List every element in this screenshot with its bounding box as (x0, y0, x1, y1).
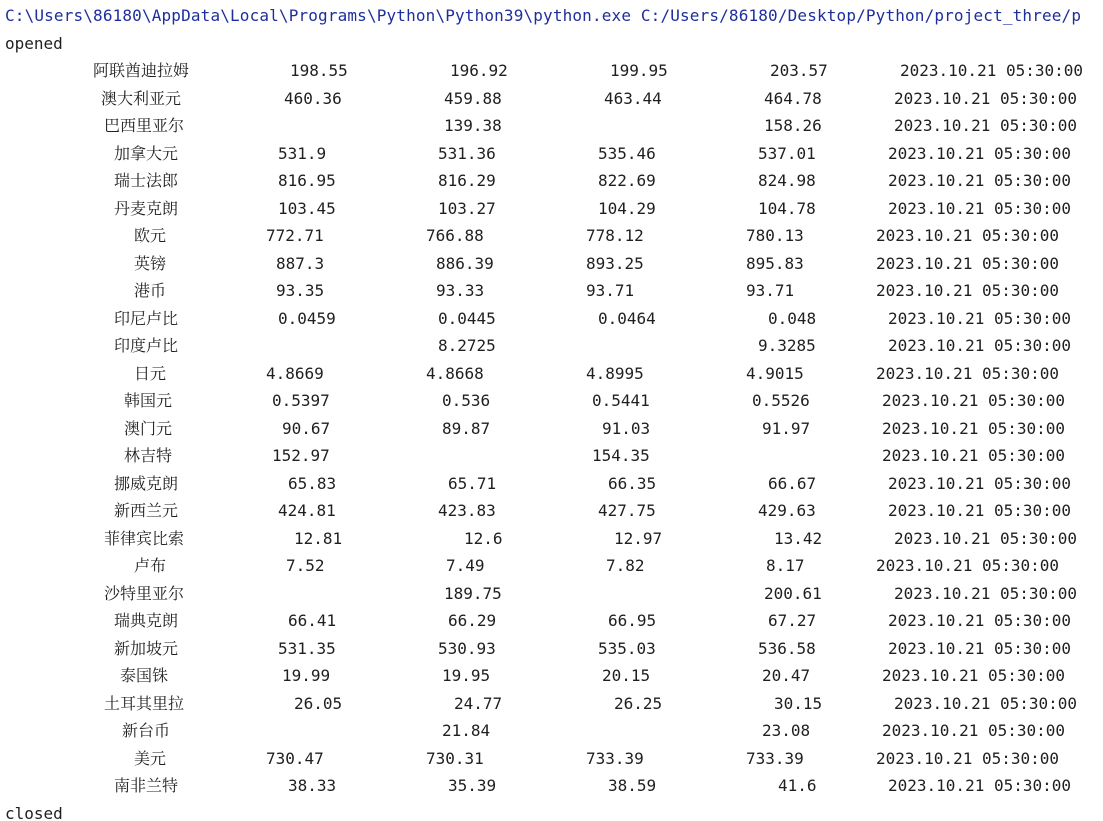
currency-name: 林吉特 (123, 446, 172, 465)
table-row (0, 309, 1103, 337)
buy-spot-value: 0.5397 (272, 391, 330, 410)
timestamp-value: 2023.10.21 05:30:00 (888, 638, 1072, 658)
sell-spot-value: 0.5441 (592, 391, 650, 410)
sell-cash-value: 23.08 (762, 721, 811, 740)
buy-cash-value: 103.27 (438, 198, 496, 218)
timestamp-value: 2023.10.21 05:30:00 (876, 253, 1060, 273)
currency-name: 土耳其里拉 (103, 693, 184, 713)
buy-cash-value: 21.84 (442, 721, 491, 740)
command-line: C:\Users\86180\AppData\Local\Programs\Python\Python39\python.exe C:/Users/86180/Desktop/Python/project_three/p (5, 6, 1082, 25)
sell-cash-value: 158.26 (764, 116, 822, 135)
table-row (0, 611, 1103, 639)
sell-cash-value: 203.57 (770, 61, 828, 80)
buy-spot-value: 7.52 (286, 556, 325, 575)
table-row (0, 171, 1103, 199)
timestamp-value: 2023.10.21 05:30:00 (900, 61, 1084, 80)
sell-cash-value: 93.71 (746, 281, 795, 300)
buy-spot-value: 730.47 (266, 748, 324, 768)
currency-name: 澳门元 (123, 418, 172, 438)
buy-spot-value: 90.67 (282, 418, 331, 438)
sell-cash-value: 4.9015 (746, 363, 804, 383)
buy-cash-value: 886.39 (436, 253, 494, 273)
timestamp-value: 2023.10.21 05:30:00 (894, 583, 1078, 603)
timestamp-value: 2023.10.21 05:30:00 (888, 308, 1072, 328)
buy-spot-value: 531.35 (278, 638, 336, 658)
timestamp-value: 2023.10.21 05:30:00 (876, 281, 1060, 300)
sell-cash-value: 66.67 (768, 473, 817, 493)
sell-spot-value: 7.82 (606, 556, 645, 575)
timestamp-value: 2023.10.21 05:30:00 (894, 116, 1078, 135)
buy-spot-value: 887.3 (276, 253, 325, 273)
buy-cash-value: 196.92 (450, 61, 508, 80)
sell-spot-value: 427.75 (598, 501, 656, 520)
sell-cash-value: 20.47 (762, 666, 811, 685)
table-row (0, 556, 1103, 584)
sell-spot-value: 463.44 (604, 88, 662, 108)
currency-name: 挪威克朗 (113, 473, 178, 493)
buy-cash-value: 530.93 (438, 638, 496, 658)
timestamp-value: 2023.10.21 05:30:00 (876, 748, 1060, 768)
buy-cash-value: 93.33 (436, 281, 485, 300)
buy-cash-value: 0.536 (442, 391, 491, 410)
table-row (0, 419, 1103, 447)
sell-spot-value: 733.39 (586, 748, 644, 768)
currency-name: 南非兰特 (113, 776, 178, 795)
currency-name: 美元 (133, 748, 166, 768)
table-row (0, 474, 1103, 502)
sell-cash-value: 200.61 (764, 583, 822, 603)
sell-spot-value: 4.8995 (586, 363, 644, 383)
buy-cash-value: 8.2725 (438, 336, 496, 355)
sell-cash-value: 464.78 (764, 88, 822, 108)
sell-spot-value: 535.46 (598, 143, 656, 163)
currency-name: 瑞典克朗 (113, 611, 178, 630)
sell-spot-value: 822.69 (598, 171, 656, 190)
currency-name: 巴西里亚尔 (103, 116, 184, 135)
table-row (0, 749, 1103, 777)
buy-spot-value: 460.36 (284, 88, 342, 108)
timestamp-value: 2023.10.21 05:30:00 (888, 171, 1072, 190)
sell-spot-value: 199.95 (610, 61, 668, 80)
sell-cash-value: 67.27 (768, 611, 817, 630)
buy-cash-value: 0.0445 (438, 308, 496, 328)
buy-cash-value: 459.88 (444, 88, 502, 108)
buy-cash-value: 12.6 (464, 528, 503, 548)
buy-cash-value: 65.71 (448, 473, 497, 493)
table-row (0, 666, 1103, 694)
timestamp-value: 2023.10.21 05:30:00 (876, 226, 1060, 245)
currency-name: 瑞士法郎 (113, 171, 178, 190)
currency-name: 欧元 (133, 226, 166, 245)
sell-cash-value: 0.048 (768, 308, 817, 328)
sell-cash-value: 780.13 (746, 226, 804, 245)
buy-spot-value: 103.45 (278, 198, 336, 218)
sell-spot-value: 38.59 (608, 776, 657, 795)
table-row (0, 89, 1103, 117)
buy-cash-value: 66.29 (448, 611, 497, 630)
sell-cash-value: 824.98 (758, 171, 816, 190)
buy-spot-value: 26.05 (294, 693, 343, 713)
timestamp-value: 2023.10.21 05:30:00 (888, 776, 1072, 795)
buy-cash-value: 89.87 (442, 418, 491, 438)
buy-spot-value: 424.81 (278, 501, 336, 520)
timestamp-value: 2023.10.21 05:30:00 (882, 391, 1066, 410)
table-row (0, 61, 1103, 89)
currency-name: 卢布 (133, 556, 166, 575)
currency-name: 日元 (133, 363, 166, 383)
status-closed: closed (5, 804, 63, 821)
table-row (0, 721, 1103, 749)
buy-cash-value: 35.39 (448, 776, 497, 795)
buy-spot-value: 65.83 (288, 473, 337, 493)
currency-name: 新西兰元 (113, 501, 178, 520)
table-row (0, 639, 1103, 667)
timestamp-value: 2023.10.21 05:30:00 (894, 528, 1078, 548)
buy-cash-value: 816.29 (438, 171, 496, 190)
currency-name: 新台币 (121, 721, 170, 740)
sell-spot-value: 154.35 (592, 446, 650, 465)
sell-cash-value: 429.63 (758, 501, 816, 520)
table-row (0, 116, 1103, 144)
buy-cash-value: 24.77 (454, 693, 503, 713)
currency-name: 韩国元 (123, 391, 172, 410)
currency-name: 印尼卢比 (113, 308, 178, 328)
table-row (0, 144, 1103, 172)
buy-spot-value: 816.95 (278, 171, 336, 190)
table-row (0, 364, 1103, 392)
timestamp-value: 2023.10.21 05:30:00 (882, 666, 1066, 685)
timestamp-value: 2023.10.21 05:30:00 (888, 336, 1072, 355)
table-row (0, 776, 1103, 804)
currency-name: 沙特里亚尔 (103, 583, 184, 603)
buy-spot-value: 19.99 (282, 666, 331, 685)
buy-spot-value: 152.97 (272, 446, 330, 465)
timestamp-value: 2023.10.21 05:30:00 (888, 501, 1072, 520)
buy-cash-value: 766.88 (426, 226, 484, 245)
buy-cash-value: 19.95 (442, 666, 491, 685)
sell-spot-value: 26.25 (614, 693, 663, 713)
sell-cash-value: 104.78 (758, 198, 816, 218)
buy-cash-value: 423.83 (438, 501, 496, 520)
table-row (0, 446, 1103, 474)
buy-cash-value: 139.38 (444, 116, 502, 135)
currency-name: 阿联酋迪拉姆 (92, 61, 189, 80)
timestamp-value: 2023.10.21 05:30:00 (876, 363, 1060, 383)
sell-cash-value: 13.42 (774, 528, 823, 548)
buy-spot-value: 198.55 (290, 61, 348, 80)
timestamp-value: 2023.10.21 05:30:00 (876, 556, 1060, 575)
table-row (0, 254, 1103, 282)
buy-cash-value: 4.8668 (426, 363, 484, 383)
sell-cash-value: 733.39 (746, 748, 804, 768)
sell-spot-value: 535.03 (598, 638, 656, 658)
currency-name: 加拿大元 (113, 143, 178, 163)
buy-spot-value: 772.71 (266, 226, 324, 245)
timestamp-value: 2023.10.21 05:30:00 (894, 693, 1078, 713)
timestamp-value: 2023.10.21 05:30:00 (888, 198, 1072, 218)
sell-spot-value: 104.29 (598, 198, 656, 218)
sell-spot-value: 12.97 (614, 528, 663, 548)
sell-cash-value: 9.3285 (758, 336, 816, 355)
buy-cash-value: 189.75 (444, 583, 502, 603)
sell-cash-value: 536.58 (758, 638, 816, 658)
currency-name: 印度卢比 (113, 336, 178, 355)
buy-spot-value: 66.41 (288, 611, 337, 630)
table-row (0, 694, 1103, 722)
table-row (0, 391, 1103, 419)
sell-spot-value: 66.95 (608, 611, 657, 630)
table-row (0, 199, 1103, 227)
timestamp-value: 2023.10.21 05:30:00 (882, 721, 1066, 740)
sell-spot-value: 93.71 (586, 281, 635, 300)
buy-spot-value: 12.81 (294, 528, 343, 548)
sell-cash-value: 91.97 (762, 418, 811, 438)
buy-spot-value: 93.35 (276, 281, 325, 300)
currency-name: 丹麦克朗 (113, 198, 178, 218)
sell-spot-value: 0.0464 (598, 308, 656, 328)
currency-name: 菲律宾比索 (103, 528, 184, 548)
table-row (0, 281, 1103, 309)
buy-spot-value: 38.33 (288, 776, 337, 795)
table-row (0, 226, 1103, 254)
sell-spot-value: 20.15 (602, 666, 651, 685)
buy-cash-value: 531.36 (438, 143, 496, 163)
sell-cash-value: 895.83 (746, 253, 804, 273)
timestamp-value: 2023.10.21 05:30:00 (888, 143, 1072, 163)
timestamp-value: 2023.10.21 05:30:00 (882, 446, 1066, 465)
sell-spot-value: 778.12 (586, 226, 644, 245)
sell-cash-value: 30.15 (774, 693, 823, 713)
currency-name: 港币 (133, 281, 166, 300)
buy-spot-value: 531.9 (278, 143, 327, 163)
sell-cash-value: 537.01 (758, 143, 816, 163)
table-row (0, 584, 1103, 612)
buy-cash-value: 7.49 (446, 556, 485, 575)
timestamp-value: 2023.10.21 05:30:00 (882, 418, 1066, 438)
sell-spot-value: 893.25 (586, 253, 644, 273)
timestamp-value: 2023.10.21 05:30:00 (894, 88, 1078, 108)
sell-spot-value: 91.03 (602, 418, 651, 438)
sell-cash-value: 0.5526 (752, 391, 810, 410)
currency-name: 新加坡元 (113, 638, 178, 658)
buy-spot-value: 0.0459 (278, 308, 336, 328)
status-opened: opened (5, 34, 63, 53)
sell-spot-value: 66.35 (608, 473, 657, 493)
currency-name: 英镑 (133, 253, 166, 273)
table-row (0, 529, 1103, 557)
timestamp-value: 2023.10.21 05:30:00 (888, 473, 1072, 493)
sell-cash-value: 8.17 (766, 556, 805, 575)
table-row (0, 336, 1103, 364)
buy-spot-value: 4.8669 (266, 363, 324, 383)
buy-cash-value: 730.31 (426, 748, 484, 768)
currency-name: 泰国铢 (119, 666, 168, 685)
currency-name: 澳大利亚元 (100, 88, 181, 108)
sell-cash-value: 41.6 (778, 776, 817, 795)
timestamp-value: 2023.10.21 05:30:00 (888, 611, 1072, 630)
table-row (0, 501, 1103, 529)
